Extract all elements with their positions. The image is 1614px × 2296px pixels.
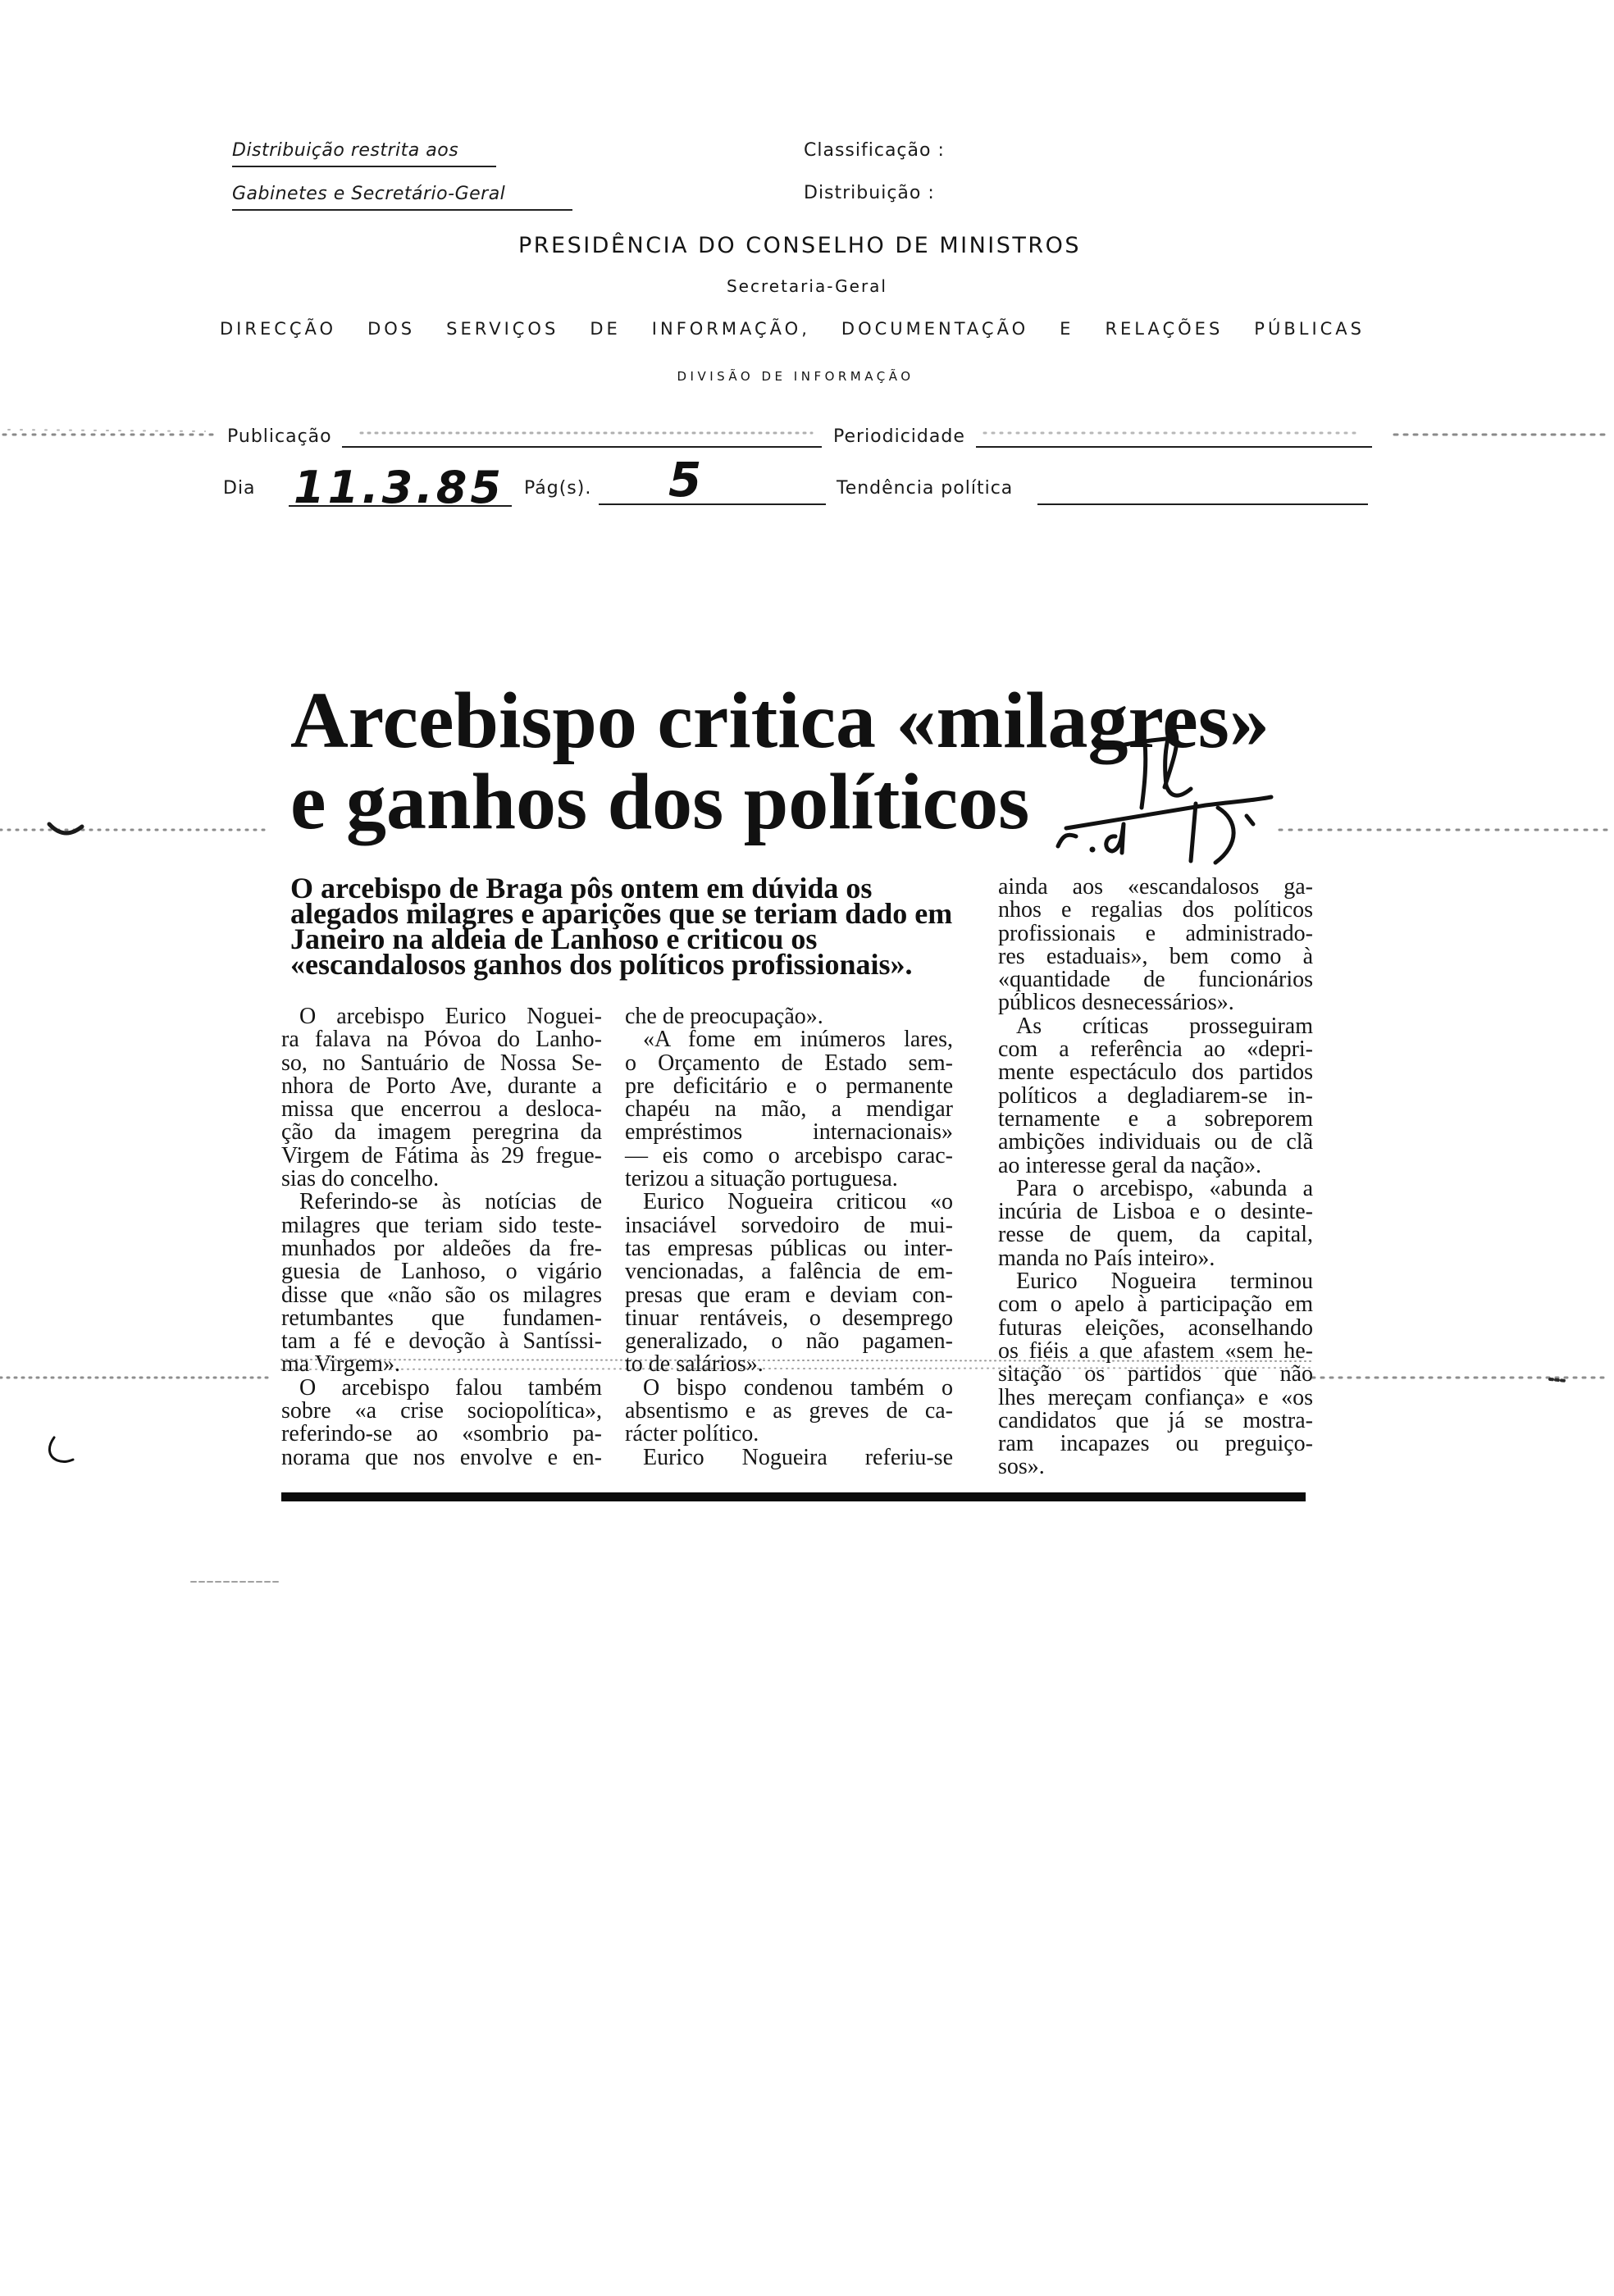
body-text-line: milagres que teriam sido teste- [281,1212,602,1238]
body-text-line: guesia de Lanhoso, o vigário [281,1259,602,1285]
body-text-line: sos». [998,1454,1045,1480]
body-text-line: manda no País inteiro». [998,1245,1215,1271]
article-column-3 [998,876,1313,1479]
body-text-line: munhados por aldeões da fre- [281,1235,602,1261]
body-text-line: che de preocupação». [625,1004,823,1029]
body-text-line: lhes mereçam confiança» e «os [998,1384,1313,1410]
body-text-line: ainda aos «escandalosos ga- [998,874,1313,900]
body-text-line: sobre «a crise sociopolítica», [281,1398,602,1424]
body-text-line: os fiéis a que afastem «sem he- [998,1337,1313,1364]
dia-field-line [289,505,512,507]
body-text-line: insaciável sorvedoiro de mui- [625,1212,953,1238]
body-text-line: mente espectáculo dos partidos [998,1059,1313,1086]
distribuicao-label: Distribuição : [804,183,935,203]
body-text-line: retumbantes que fundamen- [281,1305,602,1331]
body-text-line: O arcebispo Eurico Noguei- [299,1004,602,1029]
distribution-restriction-line-2: Gabinetes e Secretário-Geral [232,184,572,211]
body-text-line: o Orçamento de Estado sem- [625,1050,953,1076]
body-text-line: As críticas prosseguiram [1016,1013,1313,1039]
body-text-line: Eurico Nogueira terminou [1016,1269,1313,1295]
pags-field-line [599,503,826,505]
body-text-line: to de salários». [625,1351,764,1378]
tendencia-politica-label: Tendência política [837,478,1014,499]
body-text-line: tas empresas públicas ou inter- [625,1235,953,1261]
headline-line-2: e ganhos dos políticos [290,758,1030,846]
periodicidade-field-line [976,446,1372,448]
pags-label: Pág(s). [524,478,592,499]
dia-handwritten-value: 11.3.85 [294,462,504,513]
lead-line: alegados milagres e aparições que se teriam dado em [290,897,953,930]
body-text-line: «A fome em inúmeros lares, [643,1027,953,1053]
article-column-2 [625,1005,953,1469]
body-text-line: nhora de Porto Ave, durante a [281,1073,602,1099]
body-text-line: com o apelo à participação em [998,1292,1313,1318]
body-text-line: tinuar rentáveis, o desemprego [625,1305,953,1331]
body-text-line: norama que nos envolve e en- [281,1444,602,1470]
periodicidade-label: Periodicidade [833,426,965,447]
body-text-line: terizou a situação portuguesa. [625,1166,898,1192]
body-text-line: resse de quem, da capital, [998,1222,1313,1248]
article-column-1 [281,1005,602,1469]
lead-line: Janeiro na aldeia de Lanhoso e criticou os [290,922,818,955]
body-text-line: Eurico Nogueira referiu-se [643,1444,953,1470]
organization-subtitle: Secretaria-Geral [726,276,887,296]
body-text-line: referindo-se ao «sombrio pa- [281,1421,602,1447]
body-text-line: Virgem de Fátima às 29 fregue- [281,1142,602,1168]
headline-line-1: Arcebispo critica «milagres» [290,676,1270,765]
body-text-line: ram incapazes ou preguiço- [998,1431,1313,1457]
body-text-line: ambições individuais ou de clã [998,1129,1313,1155]
lead-paragraph [290,872,953,981]
article-bottom-rule [281,1492,1306,1501]
body-text-line: O bispo condenou também o [643,1374,953,1401]
body-text-line: ção da imagem peregrina da [281,1119,602,1146]
lead-line: «escandalosos ganhos dos políticos profissionais». [290,948,913,981]
body-text-line: absentismo e as greves de ca- [625,1398,953,1424]
body-text-line: incúria de Lisboa e o desinte- [998,1199,1313,1225]
body-text-line: candidatos que já se mostra- [998,1407,1313,1433]
body-text-line: missa que encerrou a desloca- [281,1096,602,1123]
body-text-line: rácter político. [625,1421,759,1447]
body-text-line: políticos a degladiarem-se in- [998,1082,1313,1109]
body-text-line: vencionadas, a falência de em- [625,1259,953,1285]
body-text-line: tam a fé e devoção à Santíssi- [281,1328,602,1355]
pags-handwritten-value: 5 [668,452,702,508]
distribution-restriction-line-1: Distribuição restrita aos [232,140,496,167]
body-text-line: Referindo-se às notícias de [299,1189,602,1215]
body-text-line: Eurico Nogueira criticou «o [643,1189,953,1215]
body-text-line: «quantidade de funcionários [998,967,1313,993]
body-text-line: presas que eram e deviam con- [625,1282,953,1308]
lead-line: O arcebispo de Braga pôs ontem em dúvida os [290,872,873,904]
body-text-line: — eis como o arcebispo carac- [625,1142,953,1168]
body-text-line: nhos e regalias dos políticos [998,897,1313,923]
tendencia-politica-field-line [1037,503,1368,505]
body-text-line: sias do concelho. [281,1166,440,1192]
division-title: DIVISÃO DE INFORMAÇÃO [677,369,914,384]
body-text-line: O arcebispo falou também [299,1374,602,1401]
classificacao-label: Classificação : [804,140,945,161]
body-text-line: públicos desnecessários». [998,990,1234,1016]
body-text-line: ma Virgem». [281,1351,401,1378]
body-text-line: profissionais e administrado- [998,920,1313,946]
body-text-line: generalizado, o não pagamen- [625,1328,953,1355]
dia-label: Dia [223,478,256,499]
body-text-line: disse que «não são os milagres [281,1282,602,1308]
body-text-line: futuras eleições, aconselhando [998,1314,1313,1341]
body-text-line: sitação os partidos que não [998,1361,1313,1387]
directorate-title: DIRECÇÃO DOS SERVIÇOS DE INFORMAÇÃO, DOCUMENTAÇÃO E RELAÇÕES PÚBLICAS [220,319,1365,339]
body-text-line: ternamente e a sobreporem [998,1105,1313,1132]
body-text-line: com a referência ao «depri- [998,1036,1313,1063]
publicacao-field-line [342,446,822,448]
body-text-line: chapéu na mão, a mendigar [625,1096,953,1123]
body-text-line: empréstimos internacionais» [625,1119,953,1146]
body-text-line: ra falava na Póvoa do Lanho- [281,1027,602,1053]
publicacao-label: Publicação [227,426,332,447]
body-text-line: pre deficitário e o permanente [625,1073,953,1099]
body-text-line: Para o arcebispo, «abunda a [1016,1175,1313,1201]
body-text-line: res estaduais», bem como à [998,943,1313,969]
body-text-line: so, no Santuário de Nossa Se- [281,1050,602,1076]
body-text-line: ao interesse geral da nação». [998,1152,1262,1178]
organization-title: PRESIDÊNCIA DO CONSELHO DE MINISTROS [517,233,1082,258]
